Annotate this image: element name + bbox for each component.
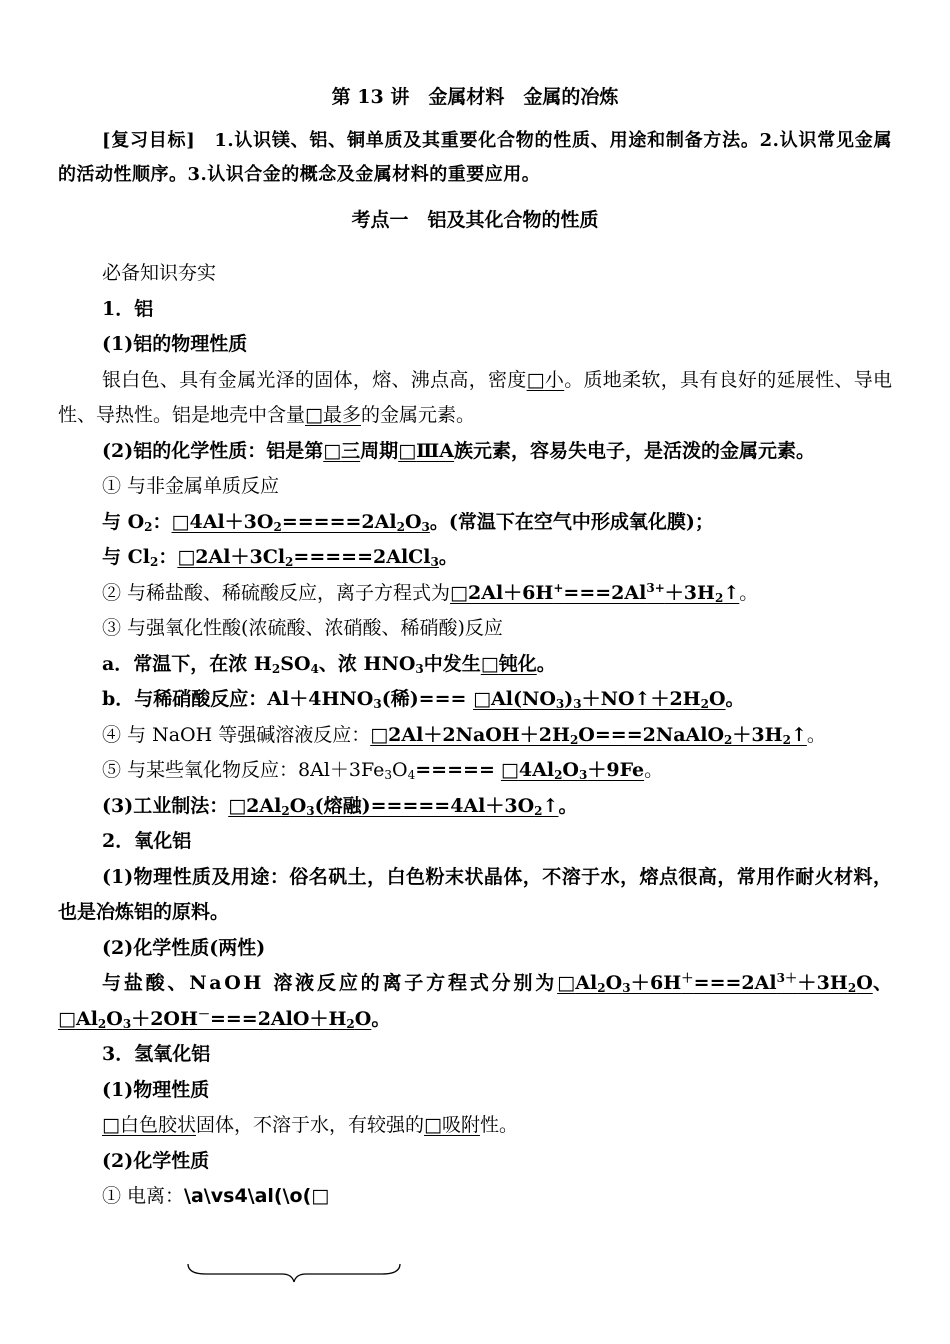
answer-o2-equation: $□4Al+3O_2=====2Al_2O_3$ <box>171 510 430 534</box>
oxidizing-acid-heading: ③ 与强氧化性酸(浓硫酸、浓硝酸、稀硝酸)反应 <box>102 617 503 639</box>
review-goals <box>58 124 892 192</box>
answer-nitric-equation: $□Al(NO_3)_3+NO↑+2H_2O$ <box>473 688 726 711</box>
oxide-reaction: ⑤ 与某些氧化物反应：$8Al+3Fe_3O_4=====$ $□4Al_2O_3+9Fe$。 <box>102 759 664 782</box>
hydroxide-chemical-heading: (2)化学性质 <box>102 1149 210 1172</box>
alumina-equations: 与盐酸、NaOH 溶液反应的离子方程式分别为$□Al_2O_3+6H^+===2Al^{3+}+3H_2O$、$□Al_2O_3+2OH^-===2AlO+H_2O$。 <box>58 971 892 1031</box>
chemical-props-text: (2)铝的化学性质：铝是第□三周期□ⅢA族元素，容易失电子，是活泼的金属元素。 <box>102 439 816 462</box>
answer-cl2-equation: $□2Al+3Cl_2=====2AlCl_3$ <box>177 546 439 569</box>
review-label: [复习目标] <box>102 130 196 151</box>
physical-props-text: 银白色、具有金属光泽的固体，熔、沸点高，密度□小。质地柔软，具有良好的延展性、导电性、导热性。铝是地壳中含量□最多的金属元素。 <box>58 368 892 426</box>
alumina-chemical-heading: (2)化学性质(两性) <box>102 936 266 959</box>
lesson-title: 第 13 讲 金属材料 金属的冶炼 <box>331 86 619 108</box>
acid-reaction: ② 与稀盐酸、稀硫酸反应，离子方程式为$□2Al+6H^+===2Al^{3+}+3H_2↑$。 <box>102 580 759 605</box>
naoh-reaction: ④ 与 NaOH 等强碱溶液反应：$□2Al+2NaOH+2H_2O===2NaAlO_2+3H_2↑$。 <box>102 723 826 747</box>
review-text: 1.认识镁、铝、铜单质及其重要化合物的性质、用途和制备方法。2.认识常见金属的活动性顺序。3.认识合金的概念及金属材料的重要应用。 <box>58 130 892 185</box>
dilute-nitric-line: b．与稀硝酸反应：$Al+4HNO_3$(稀)=== $□Al(NO_3)_3+NO↑+2H_2O$。 <box>102 688 745 711</box>
answer-thermite-equation: $□4Al_2O_3+9Fe$ <box>500 759 645 782</box>
answer-period: □三 <box>323 439 361 462</box>
answer-alumina-base: $□Al_2O_3+2OH^-===2AlO+H_2O$ <box>58 1006 372 1031</box>
ionization-line: ① 电离：\a\vs4\al(\o(□ <box>102 1185 330 1207</box>
answer-colloidal: □白色胶状 <box>102 1114 196 1136</box>
answer-alumina-acid: $□Al_2O_3+6H^+===2Al^{3+}+3H_2O$ <box>557 971 873 995</box>
physical-props-heading: (1)铝的物理性质 <box>102 333 248 355</box>
nonmetal-reaction-heading: ① 与非金属单质反应 <box>102 475 280 497</box>
knowledge-heading: 必备知识夯实 <box>102 262 217 284</box>
answer-adsorption: □吸附 <box>423 1114 480 1136</box>
answer-naoh-equation: $□2Al+2NaOH+2H_2O===2NaAlO_2+3H_2↑$ <box>370 723 807 747</box>
cl2-reaction: 与 $Cl_2$：$□2Al+3Cl_2=====2AlCl_3$。 <box>102 546 458 569</box>
hydroxide-physical-heading: (1)物理性质 <box>102 1078 210 1101</box>
heading-alumina: 2．氧化铝 <box>102 830 192 852</box>
answer-electrolysis-equation: $□2Al_2O_3$(熔融)$=====4Al+3O_2↑$ <box>228 794 559 818</box>
o2-reaction: 与 $O_2$：$□4Al+3O_2=====2Al_2O_3$。(常温下在空气中形成氧化膜)； <box>102 510 714 534</box>
answer-most: □最多 <box>305 404 361 426</box>
field-code: \a\vs4\al(\o( <box>184 1185 312 1207</box>
document-page <box>58 78 892 1215</box>
answer-density: □小 <box>526 368 565 391</box>
answer-acid-equation: $□2Al+6H^+===2Al^{3+}+3H_2↑$ <box>450 580 740 605</box>
curly-brace-icon <box>186 1262 402 1284</box>
heading-aluminum: 1．铝 <box>102 297 154 320</box>
passivation-line: a．常温下，在浓 $H_2SO_4$、浓 $HNO_3$中发生□钝化。 <box>102 652 556 676</box>
alumina-physical: (1)物理性质及用途：俗名矾土，白色粉末状晶体，不溶于水，熔点很高，常用作耐火材料，也是冶炼铝的原料。 <box>58 865 892 923</box>
heading-hydroxide: 3．氢氧化铝 <box>102 1043 211 1065</box>
answer-group: □ⅢA <box>398 439 455 462</box>
section-title: 考点一 铝及其化合物的性质 <box>351 209 599 231</box>
hydroxide-physical-text: □白色胶状固体，不溶于水，有较强的□吸附性。 <box>102 1114 518 1136</box>
industrial-production: (3)工业制法：$□2Al_2O_3$(熔融)$=====4Al+3O_2↑$。 <box>102 794 578 818</box>
answer-passivation: □钝化 <box>480 652 537 675</box>
